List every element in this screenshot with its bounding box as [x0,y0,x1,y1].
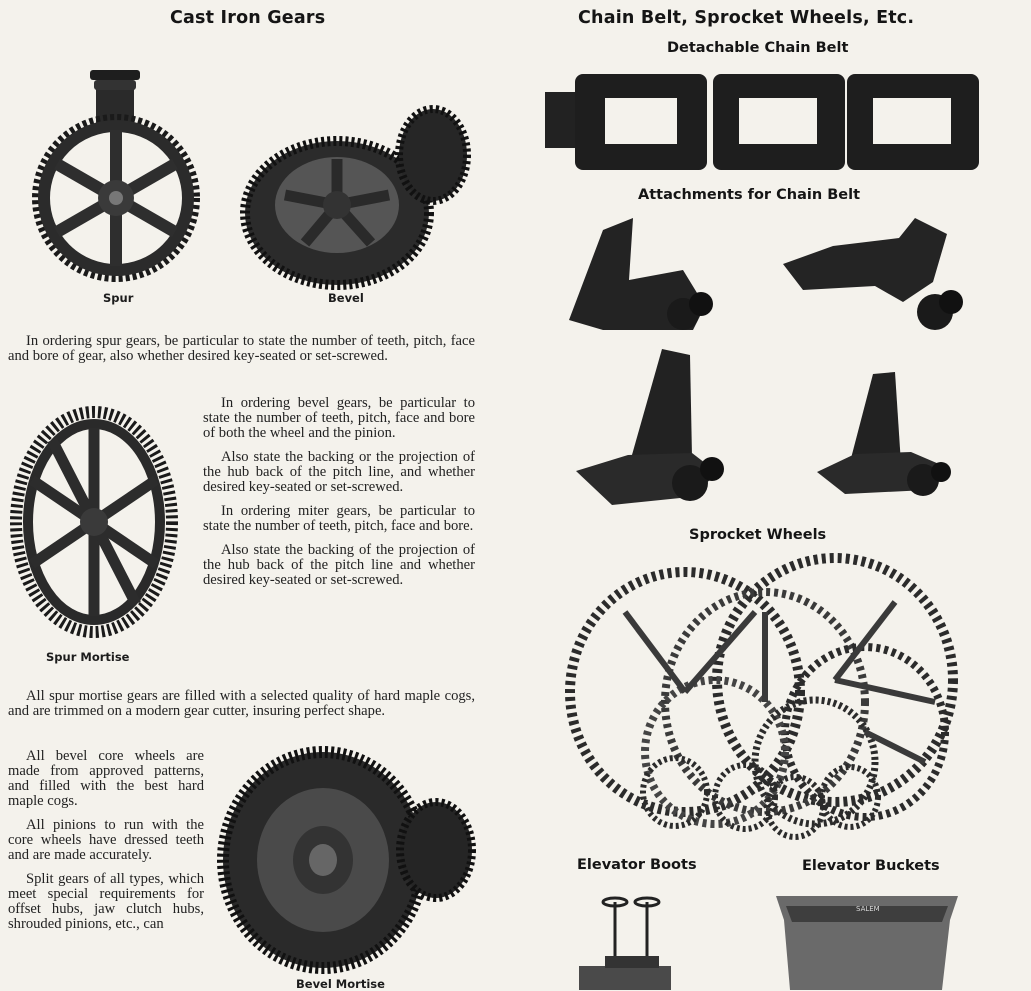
miter-backing-paragraph: Also state the backing of the projection of the hub back of the pitch line and whether desired key-seated or set-screwed. [203,542,475,588]
elevator-buckets-heading: Elevator Buckets [802,858,940,874]
elevator-boots-image [575,896,675,990]
mortise-paragraph: All spur mortise gears are filled with a selected quality of hard maple cogs, and are trimmed on a modern gear cutter, insuring perfect shape. [8,688,475,719]
miter-order-paragraph: In ordering miter gears, be particular to state the number of teeth, pitch, face and bore. [203,503,475,534]
chain-belt-heading: Detachable Chain Belt [667,40,849,56]
attachment-3-image [572,345,727,515]
bevel-mortise-caption: Bevel Mortise [296,977,385,991]
sprockets-heading: Sprocket Wheels [689,527,827,543]
bevel-instructions [203,396,475,597]
elevator-boots-heading: Elevator Boots [577,857,697,873]
pinions-paragraph: All pinions to run with the core wheels have dressed teeth and are made accurately. [8,817,204,863]
core-wheels-paragraph: All bevel core wheels are made from approved patterns, and filled with the best hard maple cogs. [8,748,204,809]
attachment-4-image [815,368,955,503]
spur-order-text [8,334,475,373]
bevel-caption: Bevel [328,291,364,305]
spur-caption: Spur [103,291,134,305]
bucket-stamp: SALEM [856,905,880,913]
attachment-2-image [775,212,960,342]
spur-mortise-image [12,410,177,650]
split-gears-paragraph: Split gears of all types, which meet special requirements for offset hubs, jaw clutch hubs, shrouded pinions, etc., can [8,871,204,932]
spur-mortise-caption: Spur Mortise [46,650,130,664]
spur-order-paragraph: In ordering spur gears, be particular to state the number of teeth, pitch, face and bore of gear, also whether desired key-seated or set-screwed. [8,333,475,364]
core-wheel-text [8,749,204,941]
backing-paragraph: Also state the backing or the projection of the hub back of the pitch line, and whether desired key-seated or set-screwed. [203,449,475,495]
spur-gear-image [28,60,208,285]
attachments-heading: Attachments for Chain Belt [638,187,861,203]
attachment-1-image [563,210,713,340]
bevel-gear-image [245,105,470,290]
bevel-order-paragraph: In ordering bevel gears, be particular to state the number of teeth, pitch, face and bore of both the wheel and the pinion. [203,395,475,441]
chain-belt-image [545,68,981,176]
left-title: Cast Iron Gears [170,8,326,28]
sprocket-wheels-image [565,552,965,847]
bevel-mortise-image [218,740,476,972]
mortise-text [8,689,475,728]
right-title: Chain Belt, Sprocket Wheels, Etc. [578,8,915,28]
